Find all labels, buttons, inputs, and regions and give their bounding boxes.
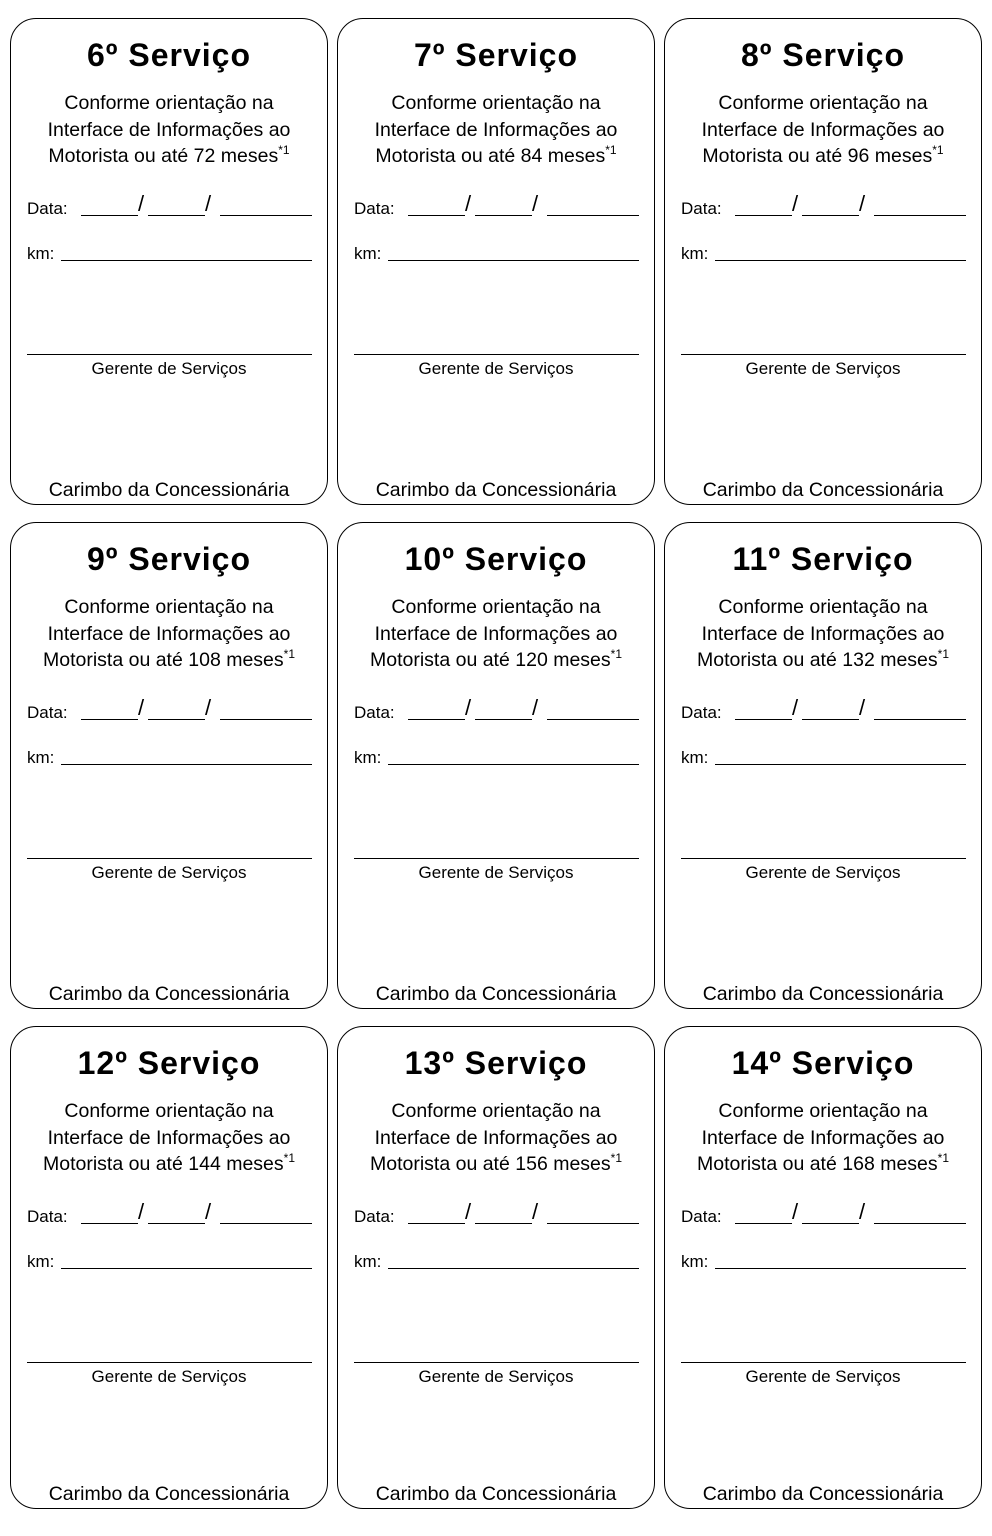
dealer-stamp-label: Carimbo da Concessionária: [48, 1483, 290, 1505]
date-separator-1: /: [465, 191, 472, 216]
description-line-2: Interface de Informações ao: [701, 1126, 945, 1149]
date-year-field[interactable]: [547, 1223, 639, 1224]
description-line-3: [338, 143, 654, 170]
footnote-marker: *1: [605, 143, 617, 157]
date-year-field[interactable]: [547, 215, 639, 216]
months-unit: meses: [553, 649, 611, 671]
service-title: [11, 541, 327, 577]
date-day-field[interactable]: [81, 719, 138, 720]
service-description: [11, 1098, 327, 1178]
service-number: 8º: [741, 37, 773, 73]
service-number: 12º: [77, 1045, 128, 1081]
km-label: km:: [27, 244, 55, 263]
date-day-field[interactable]: [735, 215, 792, 216]
date-separator-2: /: [532, 191, 539, 216]
date-separator-2: /: [859, 191, 866, 216]
service-description: [338, 90, 654, 170]
months-value: 96: [847, 145, 870, 167]
service-number: 14º: [731, 1045, 782, 1081]
km-label: km:: [27, 748, 55, 767]
months-value: 132: [842, 649, 875, 671]
footnote-marker: *1: [610, 647, 622, 661]
service-title: [665, 37, 981, 73]
description-line-3: [338, 1151, 654, 1178]
date-year-field[interactable]: [874, 719, 966, 720]
months-unit: meses: [553, 1153, 611, 1175]
description-line-1: Conforme orientação na: [64, 92, 274, 114]
service-card-4: [10, 522, 328, 1009]
description-prefix: Motorista ou até: [43, 649, 183, 671]
date-separator-2: /: [859, 695, 866, 720]
date-separator-1: /: [792, 191, 799, 216]
description-prefix: Motorista ou até: [702, 145, 843, 167]
signature-caption: Gerente de Serviços: [91, 863, 247, 882]
service-title: [11, 1045, 327, 1081]
date-separator-1: /: [792, 695, 799, 720]
signature-line[interactable]: [681, 858, 966, 859]
months-unit: meses: [547, 145, 606, 167]
dealer-stamp-label: Carimbo da Concessionária: [375, 479, 617, 501]
service-record-grid: [10, 18, 982, 1509]
date-year-field[interactable]: [220, 1223, 312, 1224]
signature-line[interactable]: [681, 1362, 966, 1363]
service-word: Serviço: [782, 37, 905, 73]
service-word: Serviço: [791, 1045, 915, 1081]
date-separator-1: /: [465, 695, 472, 720]
date-month-field[interactable]: [475, 719, 532, 720]
date-separator-2: /: [859, 1199, 866, 1224]
footnote-marker: *1: [937, 647, 949, 661]
description-line-1: Conforme orientação na: [391, 1100, 601, 1122]
description-line-2: Interface de Informações ao: [701, 118, 945, 141]
service-number: 6º: [87, 37, 119, 73]
description-line-2: Interface de Informações ao: [374, 1126, 618, 1149]
months-value: 108: [188, 649, 221, 671]
km-field[interactable]: [61, 260, 312, 261]
service-word: Serviço: [128, 37, 251, 73]
date-day-field[interactable]: [408, 215, 465, 216]
service-description: [665, 1098, 981, 1178]
km-label: km:: [354, 244, 382, 263]
date-separator-2: /: [205, 191, 212, 216]
service-number: 7º: [414, 37, 446, 73]
description-line-2: Interface de Informações ao: [47, 1126, 291, 1149]
km-label: km:: [681, 1252, 709, 1271]
date-separator-2: /: [205, 1199, 212, 1224]
signature-caption: Gerente de Serviços: [745, 1367, 901, 1386]
date-month-field[interactable]: [148, 215, 205, 216]
service-description: [665, 594, 981, 674]
description-prefix: Motorista ou até: [48, 145, 189, 167]
signature-line[interactable]: [354, 1362, 639, 1363]
km-label: km:: [354, 748, 382, 767]
signature-line[interactable]: [681, 354, 966, 355]
service-word: Serviço: [128, 541, 251, 577]
description-line-1: Conforme orientação na: [718, 596, 928, 618]
service-word: Serviço: [464, 541, 588, 577]
service-card-9: [664, 1026, 982, 1509]
description-prefix: Motorista ou até: [370, 1153, 510, 1175]
description-line-3: [11, 647, 327, 674]
months-value: 168: [842, 1153, 875, 1175]
service-title: [11, 37, 327, 73]
description-line-3: [11, 143, 327, 170]
date-separator-1: /: [138, 1199, 145, 1224]
service-description: [11, 594, 327, 674]
description-prefix: Motorista ou até: [43, 1153, 183, 1175]
description-line-1: Conforme orientação na: [64, 1100, 274, 1122]
service-card-3: [664, 18, 982, 505]
description-line-2: Interface de Informações ao: [47, 118, 291, 141]
description-prefix: Motorista ou até: [697, 649, 837, 671]
footnote-marker: *1: [278, 143, 290, 157]
date-month-field[interactable]: [802, 1223, 859, 1224]
km-field[interactable]: [61, 764, 312, 765]
signature-caption: Gerente de Serviços: [418, 359, 574, 378]
service-card-7: [10, 1026, 328, 1509]
footnote-marker: *1: [283, 647, 295, 661]
date-day-field[interactable]: [81, 215, 138, 216]
signature-caption: Gerente de Serviços: [91, 1367, 247, 1386]
description-line-3: [665, 1151, 981, 1178]
dealer-stamp-label: Carimbo da Concessionária: [702, 479, 944, 501]
signature-line[interactable]: [27, 858, 312, 859]
service-card-8: [337, 1026, 655, 1509]
date-separator-2: /: [532, 1199, 539, 1224]
date-label: Data:: [27, 199, 68, 218]
km-label: km:: [27, 1252, 55, 1271]
footnote-marker: *1: [932, 143, 944, 157]
signature-line[interactable]: [354, 354, 639, 355]
signature-caption: Gerente de Serviços: [91, 359, 247, 378]
date-separator-1: /: [138, 191, 145, 216]
signature-caption: Gerente de Serviços: [745, 359, 901, 378]
signature-caption: Gerente de Serviços: [418, 863, 574, 882]
months-unit: meses: [874, 145, 933, 167]
dealer-stamp-label: Carimbo da Concessionária: [702, 983, 944, 1005]
description-prefix: Motorista ou até: [370, 649, 510, 671]
km-label: km:: [681, 748, 709, 767]
date-label: Data:: [681, 703, 722, 722]
date-day-field[interactable]: [735, 719, 792, 720]
service-word: Serviço: [790, 541, 914, 577]
service-word: Serviço: [455, 37, 578, 73]
description-line-2: Interface de Informações ao: [374, 118, 618, 141]
signature-caption: Gerente de Serviços: [745, 863, 901, 882]
km-label: km:: [681, 244, 709, 263]
months-value: 156: [515, 1153, 548, 1175]
service-number: 9º: [87, 541, 119, 577]
description-line-1: Conforme orientação na: [391, 596, 601, 618]
date-year-field[interactable]: [547, 719, 639, 720]
description-line-3: [338, 647, 654, 674]
service-card-1: [10, 18, 328, 505]
months-value: 120: [515, 649, 548, 671]
date-month-field[interactable]: [475, 1223, 532, 1224]
date-label: Data:: [354, 1207, 395, 1226]
service-card-2: [337, 18, 655, 505]
service-number: 13º: [404, 1045, 455, 1081]
date-label: Data:: [354, 199, 395, 218]
date-label: Data:: [681, 1207, 722, 1226]
date-separator-1: /: [465, 1199, 472, 1224]
km-field[interactable]: [388, 1268, 639, 1269]
date-day-field[interactable]: [735, 1223, 792, 1224]
dealer-stamp-label: Carimbo da Concessionária: [48, 983, 290, 1005]
date-month-field[interactable]: [148, 1223, 205, 1224]
date-separator-2: /: [205, 695, 212, 720]
description-line-1: Conforme orientação na: [391, 92, 601, 114]
service-title: [338, 1045, 654, 1081]
months-value: 72: [193, 145, 216, 167]
date-year-field[interactable]: [874, 1223, 966, 1224]
service-description: [338, 594, 654, 674]
months-unit: meses: [220, 145, 279, 167]
description-line-2: Interface de Informações ao: [374, 622, 618, 645]
date-month-field[interactable]: [802, 215, 859, 216]
dealer-stamp-label: Carimbo da Concessionária: [48, 479, 290, 501]
km-field[interactable]: [388, 764, 639, 765]
signature-line[interactable]: [27, 1362, 312, 1363]
description-line-3: [11, 1151, 327, 1178]
footnote-marker: *1: [283, 1151, 295, 1165]
km-label: km:: [354, 1252, 382, 1271]
service-word: Serviço: [464, 1045, 588, 1081]
service-number: 11º: [732, 541, 781, 577]
date-year-field[interactable]: [220, 719, 312, 720]
date-label: Data:: [681, 199, 722, 218]
km-field[interactable]: [388, 260, 639, 261]
km-field[interactable]: [715, 260, 966, 261]
description-line-1: Conforme orientação na: [64, 596, 274, 618]
date-day-field[interactable]: [408, 719, 465, 720]
description-prefix: Motorista ou até: [375, 145, 516, 167]
dealer-stamp-label: Carimbo da Concessionária: [375, 983, 617, 1005]
signature-line[interactable]: [354, 858, 639, 859]
signature-line[interactable]: [27, 354, 312, 355]
date-month-field[interactable]: [802, 719, 859, 720]
service-number: 10º: [404, 541, 455, 577]
months-unit: meses: [880, 649, 938, 671]
description-line-3: [665, 647, 981, 674]
km-field[interactable]: [715, 764, 966, 765]
description-prefix: Motorista ou até: [697, 1153, 837, 1175]
date-label: Data:: [27, 1207, 68, 1226]
date-separator-2: /: [532, 695, 539, 720]
service-description: [665, 90, 981, 170]
signature-caption: Gerente de Serviços: [418, 1367, 574, 1386]
date-day-field[interactable]: [408, 1223, 465, 1224]
service-title: [665, 1045, 981, 1081]
description-line-1: Conforme orientação na: [718, 92, 928, 114]
service-word: Serviço: [137, 1045, 261, 1081]
date-day-field[interactable]: [81, 1223, 138, 1224]
date-year-field[interactable]: [874, 215, 966, 216]
date-separator-1: /: [792, 1199, 799, 1224]
date-month-field[interactable]: [148, 719, 205, 720]
months-value: 84: [520, 145, 543, 167]
service-description: [338, 1098, 654, 1178]
service-title: [338, 541, 654, 577]
km-field[interactable]: [715, 1268, 966, 1269]
date-separator-1: /: [138, 695, 145, 720]
footnote-marker: *1: [937, 1151, 949, 1165]
service-title: [338, 37, 654, 73]
service-card-5: [337, 522, 655, 1009]
dealer-stamp-label: Carimbo da Concessionária: [702, 1483, 944, 1505]
description-line-2: Interface de Informações ao: [47, 622, 291, 645]
date-label: Data:: [354, 703, 395, 722]
service-card-6: [664, 522, 982, 1009]
footnote-marker: *1: [610, 1151, 622, 1165]
date-label: Data:: [27, 703, 68, 722]
months-unit: meses: [226, 649, 284, 671]
km-field[interactable]: [61, 1268, 312, 1269]
description-line-3: [665, 143, 981, 170]
service-description: [11, 90, 327, 170]
description-line-1: Conforme orientação na: [718, 1100, 928, 1122]
description-line-2: Interface de Informações ao: [701, 622, 945, 645]
date-year-field[interactable]: [220, 215, 312, 216]
months-value: 144: [188, 1153, 221, 1175]
dealer-stamp-label: Carimbo da Concessionária: [375, 1483, 617, 1505]
date-month-field[interactable]: [475, 215, 532, 216]
months-unit: meses: [880, 1153, 938, 1175]
service-title: [665, 541, 981, 577]
months-unit: meses: [226, 1153, 284, 1175]
